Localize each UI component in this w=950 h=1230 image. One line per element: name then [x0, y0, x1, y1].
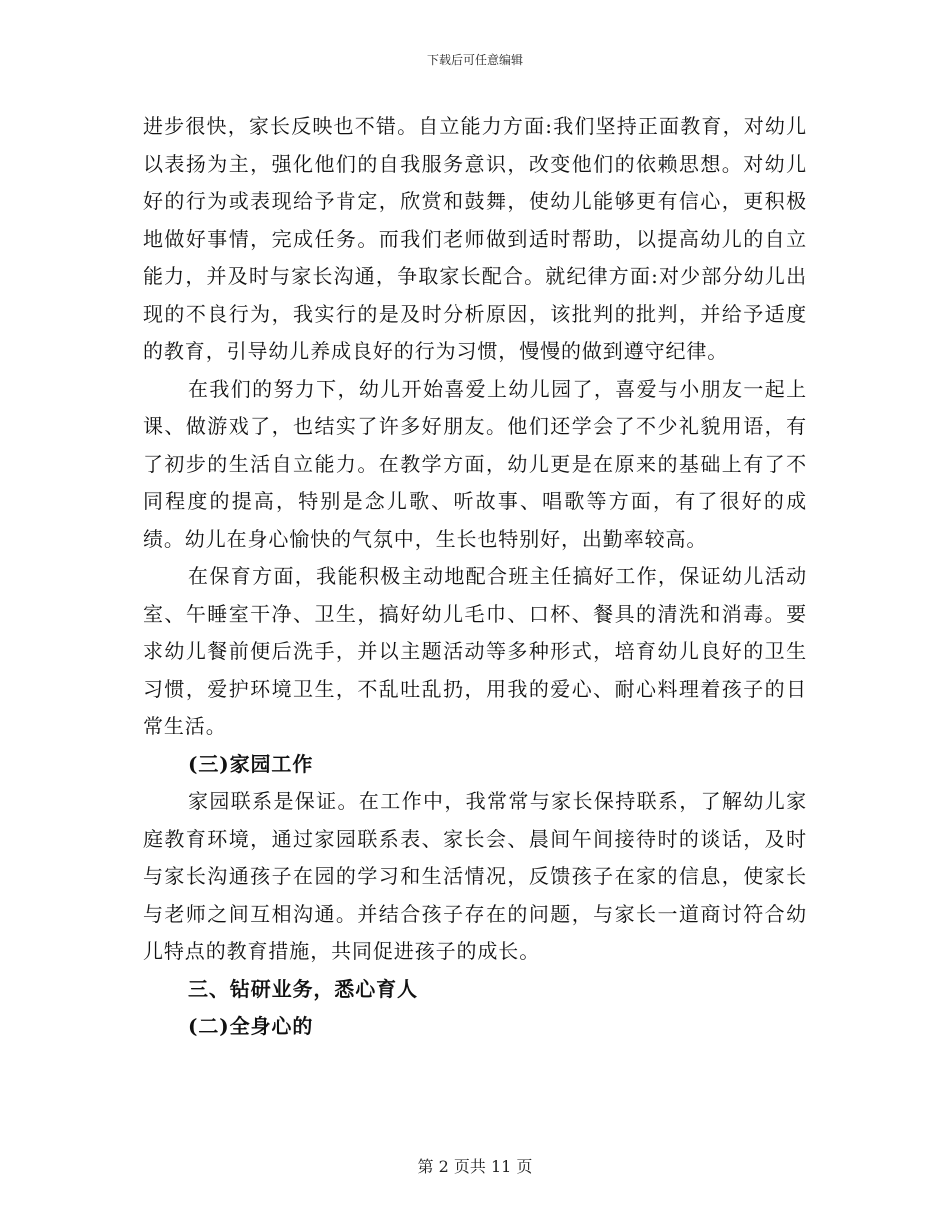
document-body [143, 108, 807, 1046]
section-heading-dedication: (二)全身心的 [188, 1014, 314, 1038]
paragraph-home-school: 家园联系是保证。在工作中，我常常与家长保持联系，了解幼儿家庭教育环境，通过家园联系表、家长会、晨间午间接待时的谈话，及时与家长沟通孩子在园的学习和生活情况，反馈孩子在家的信息，使家长与老师之间互相沟通。并结合孩子存在的问题，与家长一道商讨符合幼儿特点的教育措施，共同促进孩子的成长。 [143, 789, 807, 963]
paragraph-self-reliance: 进步很快，家长反映也不错。自立能力方面:我们坚持正面教育，对幼儿以表扬为主，强化他们的自我服务意识，改变他们的依赖思想。对幼儿好的行为或表现给予肯定，欣赏和鼓舞，使幼儿能够更有信心，更积极地做好事情，完成任务。而我们老师做到适时帮助，以提高幼儿的自立能力，并及时与家长沟通，争取家长配合。就纪律方面:对少部分幼儿出现的不良行为，我实行的是及时分析原因，该批判的批判，并给予适度的教育，引导幼儿养成良好的行为习惯，慢慢的做到遵守纪律。 [143, 114, 807, 363]
paragraph-childcare: 在保育方面，我能积极主动地配合班主任搞好工作，保证幼儿活动室、午睡室干净、卫生，搞好幼儿毛巾、口杯、餐具的清洗和消毒。要求幼儿餐前便后洗手，并以主题活动等多种形式，培育幼儿良好的卫生习惯，爱护环境卫生，不乱吐乱扔，用我的爱心、耐心料理着孩子的日常生活。 [143, 564, 807, 738]
section-heading-research: 三、钻研业务，悉心育人 [188, 976, 418, 1001]
paragraph-progress: 在我们的努力下，幼儿开始喜爱上幼儿园了，喜爱与小朋友一起上课、做游戏了，也结实了许多好朋友。他们还学会了不少礼貌用语，有了初步的生活自立能力。在教学方面，幼儿更是在原来的基础上有了不同程度的提高，特别是念儿歌、听故事、唱歌等方面，有了很好的成绩。幼儿在身心愉快的气氛中，生长也特别好，出勤率较高。 [143, 376, 807, 551]
section-heading-home-school: (三)家园工作 [188, 751, 314, 776]
page-number: 第 2 页共 11 页 [417, 1157, 533, 1176]
page-header-note: 下载后可任意编辑 [426, 53, 523, 67]
